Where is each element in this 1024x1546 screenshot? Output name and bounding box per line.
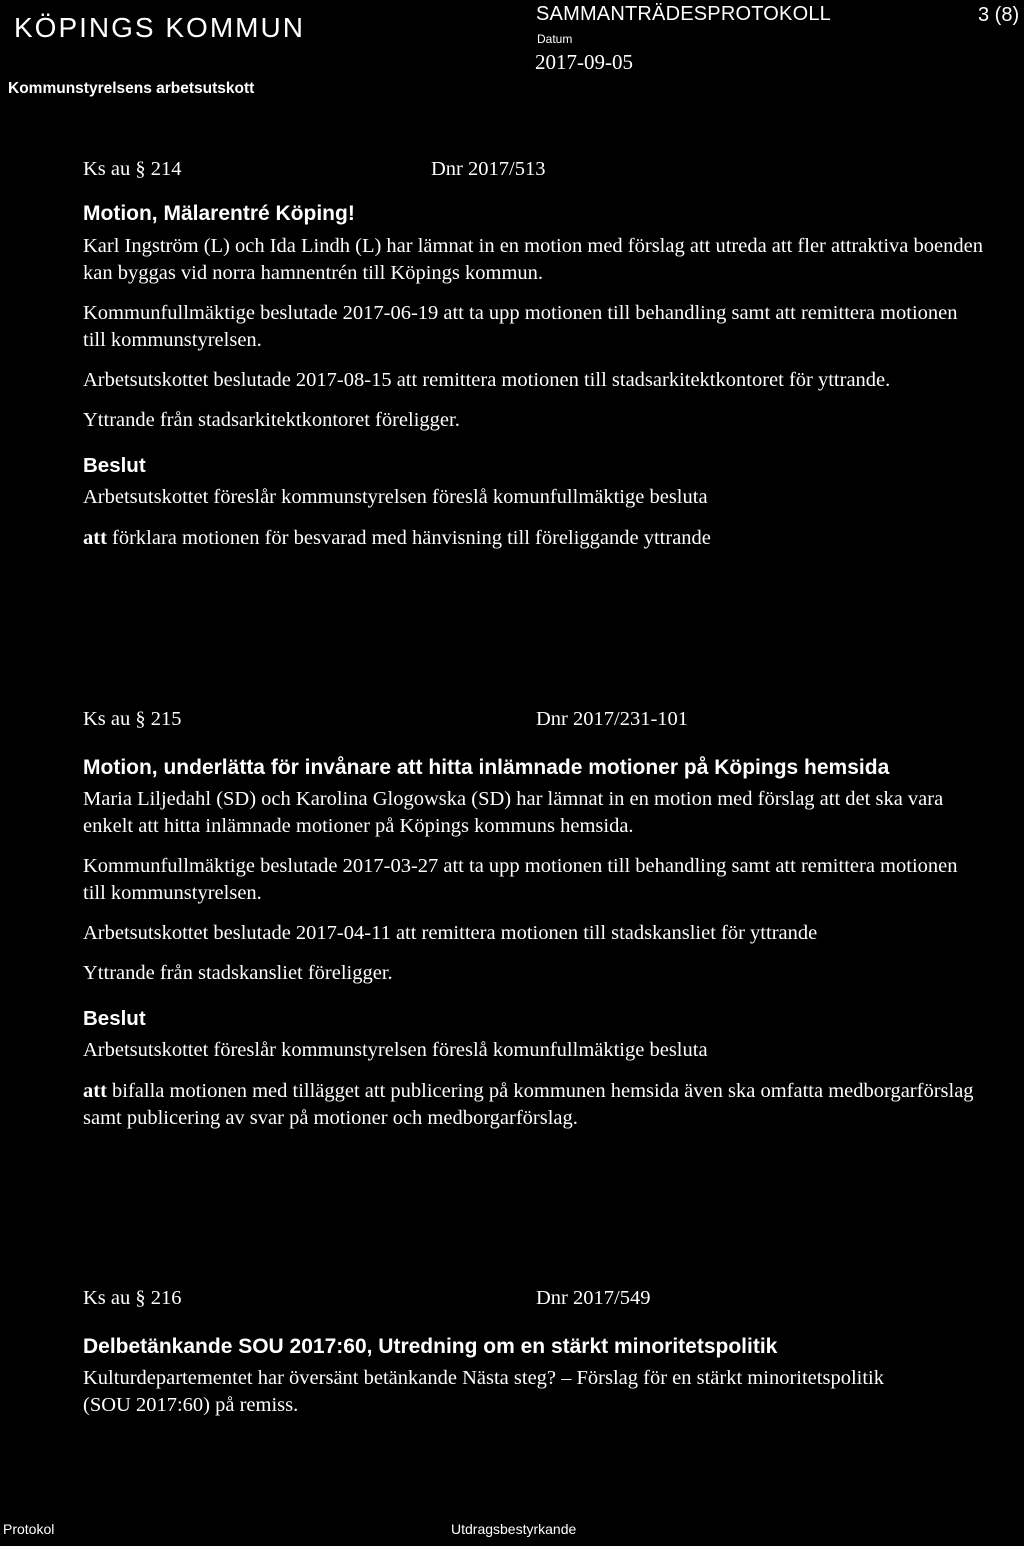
decision-intro: Arbetsutskottet föreslår kommunstyrelsen föreslå komunfullmäktige besluta bbox=[83, 486, 708, 508]
footer-protocol-label: Protokol bbox=[3, 1521, 55, 1537]
decision-text bbox=[83, 1078, 983, 1132]
paragraph-reference: Ks au § 214 bbox=[83, 158, 182, 180]
body-paragraph: Maria Liljedahl (SD) och Karolina Glogowska (SD) har lämnat in en motion med förslag att det ska vara enkelt att hitta inlämnade motioner på Köpings kommuns hemsida. bbox=[83, 788, 944, 837]
section-title: Motion, underlätta för invånare att hitta inlämnade motioner på Köpings hemsida bbox=[83, 756, 890, 779]
organization-name: KÖPINGS KOMMUN bbox=[14, 12, 305, 43]
section-title: Motion, Mälarentré Köping! bbox=[83, 202, 355, 225]
decision-heading: Beslut bbox=[83, 454, 146, 477]
section-meta bbox=[83, 708, 983, 738]
att-keyword: att bbox=[83, 527, 107, 549]
paragraph-reference: Ks au § 215 bbox=[83, 708, 182, 730]
date-value: 2017-09-05 bbox=[535, 50, 633, 74]
paragraph-reference: Ks au § 216 bbox=[83, 1287, 182, 1309]
body-paragraph: Arbetsutskottet beslutade 2017-04-11 att remittera motionen till stadskansliet för yttrande bbox=[83, 922, 818, 944]
section-216 bbox=[83, 1287, 983, 1419]
organization-unit: Kommunstyrelsens arbetsutskott bbox=[8, 80, 255, 97]
case-number: Dnr 2017/549 bbox=[536, 1287, 651, 1309]
case-number: Dnr 2017/231-101 bbox=[536, 708, 689, 730]
section-meta bbox=[83, 158, 983, 188]
section-meta bbox=[83, 1287, 983, 1317]
decision-body: förklara motionen för besvarad med hänvisning till föreliggande yttrande bbox=[112, 527, 711, 549]
decision-body: bifalla motionen med tillägget att publicering på kommunen hemsida även ska omfatta medborgarförslag samt publicering av svar på motioner och medborgarförslag. bbox=[83, 1080, 974, 1129]
case-number: Dnr 2017/513 bbox=[431, 158, 546, 180]
att-keyword: att bbox=[83, 1080, 107, 1102]
date-label: Datum bbox=[537, 32, 573, 46]
section-214 bbox=[83, 158, 983, 552]
decision-heading: Beslut bbox=[83, 1007, 146, 1030]
section-215 bbox=[83, 708, 983, 1132]
body-paragraph: Kulturdepartementet har översänt betänkande Nästa steg? – Förslag för en stärkt minoritetspolitik (SOU 2017:60) på remiss. bbox=[83, 1367, 884, 1416]
section-title: Delbetänkande SOU 2017:60, Utredning om en stärkt minoritetspolitik bbox=[83, 1335, 778, 1358]
decision-text bbox=[83, 525, 983, 552]
body-paragraph: Arbetsutskottet beslutade 2017-08-15 att remittera motionen till stadsarkitektkontoret för yttrande. bbox=[83, 369, 891, 391]
body-paragraph: Yttrande från stadsarkitektkontoret föreligger. bbox=[83, 409, 460, 431]
document-type: SAMMANTRÄDESPROTOKOLL bbox=[536, 3, 832, 25]
decision-intro: Arbetsutskottet föreslår kommunstyrelsen föreslå komunfullmäktige besluta bbox=[83, 1039, 708, 1061]
footer-certification-label: Utdragsbestyrkande bbox=[451, 1521, 577, 1537]
page-number: 3 (8) bbox=[978, 4, 1020, 26]
body-paragraph: Yttrande från stadskansliet föreligger. bbox=[83, 962, 393, 984]
body-paragraph: Kommunfullmäktige beslutade 2017-03-27 att ta upp motionen till behandling samt att remittera motionen till kommunstyrelsen. bbox=[83, 855, 958, 904]
body-paragraph: Kommunfullmäktige beslutade 2017-06-19 att ta upp motionen till behandling samt att remittera motionen till kommunstyrelsen. bbox=[83, 302, 958, 351]
body-paragraph: Karl Ingström (L) och Ida Lindh (L) har lämnat in en motion med förslag att utreda att fler attraktiva boenden kan byggas vid norra hamnentrén till Köpings kommun. bbox=[83, 235, 983, 284]
